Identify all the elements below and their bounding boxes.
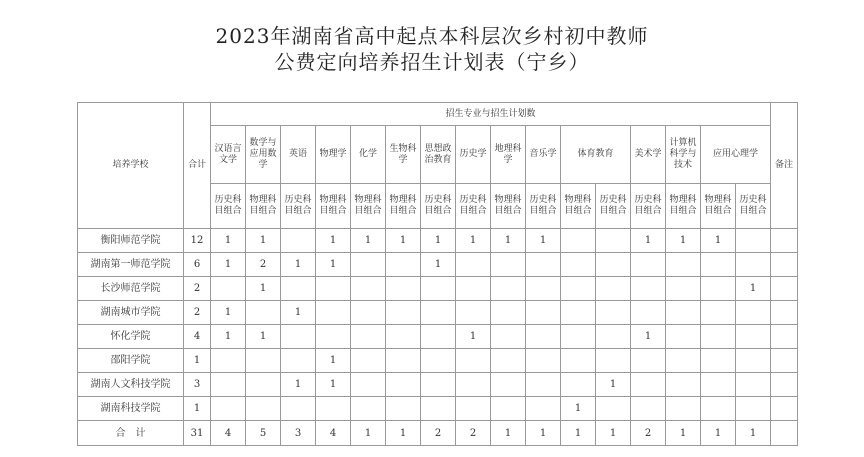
plan-count-cell	[666, 301, 701, 325]
plan-count-cell	[736, 253, 771, 277]
plan-count-cell	[386, 301, 421, 325]
school-name: 湖南科技学院	[78, 397, 184, 421]
school-name: 怀化学院	[78, 325, 184, 349]
table-body	[78, 229, 798, 446]
plan-count-cell: 1	[281, 373, 316, 397]
plan-count-cell: 1	[421, 229, 456, 253]
header-major: 汉语言文学	[211, 126, 246, 184]
sum-count-cell: 4	[211, 421, 246, 446]
plan-count-cell	[596, 229, 631, 253]
header-major: 生物科学	[386, 126, 421, 184]
plan-count-cell	[526, 397, 561, 421]
plan-count-cell	[736, 373, 771, 397]
plan-count-cell	[456, 301, 491, 325]
plan-count-cell: 1	[456, 229, 491, 253]
header-major: 历史学	[456, 126, 491, 184]
plan-count-cell: 1	[596, 373, 631, 397]
sum-remarks-cell	[771, 421, 798, 446]
plan-count-cell: 1	[211, 253, 246, 277]
header-combo: 历史科目组合	[211, 184, 246, 229]
table-row	[78, 325, 798, 349]
remarks-cell	[771, 229, 798, 253]
plan-count-cell	[421, 277, 456, 301]
sum-count-cell: 2	[631, 421, 666, 446]
plan-count-cell: 1	[281, 301, 316, 325]
remarks-cell	[771, 349, 798, 373]
plan-count-cell	[736, 229, 771, 253]
header-major: 数学与应用数学	[246, 126, 281, 184]
plan-count-cell: 1	[281, 253, 316, 277]
row-total: 4	[184, 325, 211, 349]
plan-count-cell	[526, 301, 561, 325]
plan-count-cell	[561, 253, 596, 277]
header-total: 合计	[184, 103, 211, 229]
plan-count-cell	[456, 253, 491, 277]
header-combo: 物理科目组合	[386, 184, 421, 229]
header-combo: 物理科目组合	[491, 184, 526, 229]
plan-count-cell	[491, 277, 526, 301]
header-combo: 物理科目组合	[701, 184, 736, 229]
plan-count-cell	[351, 301, 386, 325]
plan-count-cell	[491, 397, 526, 421]
plan-count-cell	[701, 397, 736, 421]
school-name: 长沙师范学院	[78, 277, 184, 301]
plan-count-cell: 1	[421, 253, 456, 277]
table-row	[78, 373, 798, 397]
plan-count-cell	[736, 349, 771, 373]
plan-count-cell	[666, 253, 701, 277]
sum-count-cell: 5	[246, 421, 281, 446]
plan-count-cell	[736, 397, 771, 421]
header-combo: 物理科目组合	[351, 184, 386, 229]
plan-count-cell	[491, 373, 526, 397]
header-major: 美术学	[631, 126, 666, 184]
plan-count-cell	[246, 349, 281, 373]
school-name: 邵阳学院	[78, 349, 184, 373]
sum-total: 31	[184, 421, 211, 446]
plan-count-cell	[421, 325, 456, 349]
plan-count-cell: 1	[456, 325, 491, 349]
header-major: 思想政治教育	[421, 126, 456, 184]
sum-count-cell: 1	[736, 421, 771, 446]
sum-count-cell: 1	[386, 421, 421, 446]
plan-count-cell: 1	[701, 229, 736, 253]
table-row	[78, 301, 798, 325]
plan-count-cell	[351, 397, 386, 421]
plan-count-cell	[561, 301, 596, 325]
plan-count-cell	[491, 325, 526, 349]
plan-count-cell	[246, 397, 281, 421]
plan-count-cell	[351, 349, 386, 373]
plan-count-cell	[666, 349, 701, 373]
row-total: 1	[184, 349, 211, 373]
plan-count-cell: 1	[246, 277, 281, 301]
plan-count-cell	[456, 373, 491, 397]
plan-count-cell	[246, 373, 281, 397]
plan-count-cell	[211, 277, 246, 301]
plan-count-cell	[561, 349, 596, 373]
plan-count-cell	[211, 349, 246, 373]
plan-count-cell	[281, 277, 316, 301]
header-combo: 历史科目组合	[596, 184, 631, 229]
plan-count-cell	[631, 253, 666, 277]
sum-count-cell: 4	[316, 421, 351, 446]
row-total: 12	[184, 229, 211, 253]
remarks-cell	[771, 325, 798, 349]
plan-count-cell	[631, 277, 666, 301]
plan-count-cell	[246, 301, 281, 325]
plan-count-cell	[701, 277, 736, 301]
header-major: 物理学	[316, 126, 351, 184]
plan-count-cell	[596, 397, 631, 421]
plan-count-cell	[316, 301, 351, 325]
plan-count-cell	[596, 253, 631, 277]
plan-count-cell	[281, 349, 316, 373]
plan-count-cell	[386, 277, 421, 301]
plan-count-cell: 1	[316, 349, 351, 373]
plan-count-cell	[526, 253, 561, 277]
plan-count-cell: 1	[736, 277, 771, 301]
plan-count-cell	[701, 325, 736, 349]
plan-count-cell	[456, 277, 491, 301]
header-combo: 历史科目组合	[736, 184, 771, 229]
plan-count-cell	[456, 397, 491, 421]
plan-count-cell	[526, 277, 561, 301]
plan-count-cell	[666, 373, 701, 397]
plan-count-cell	[351, 277, 386, 301]
header-combo: 历史科目组合	[631, 184, 666, 229]
header-major: 计算机科学与技术	[666, 126, 701, 184]
remarks-cell	[771, 397, 798, 421]
plan-count-cell	[631, 397, 666, 421]
plan-count-cell	[351, 253, 386, 277]
header-combo: 物理科目组合	[316, 184, 351, 229]
plan-count-cell	[281, 325, 316, 349]
table-row	[78, 277, 798, 301]
header-combo: 物理科目组合	[666, 184, 701, 229]
header-major: 地理科学	[491, 126, 526, 184]
plan-count-cell	[596, 277, 631, 301]
plan-count-cell	[561, 277, 596, 301]
sum-count-cell: 1	[701, 421, 736, 446]
plan-count-cell: 1	[351, 229, 386, 253]
plan-count-cell	[421, 349, 456, 373]
row-total: 2	[184, 301, 211, 325]
sum-label: 合 计	[78, 421, 184, 446]
plan-count-cell	[281, 229, 316, 253]
header-major: 体育教育	[561, 126, 631, 184]
plan-count-cell	[456, 349, 491, 373]
plan-count-cell	[736, 301, 771, 325]
sum-count-cell: 1	[666, 421, 701, 446]
header-combo: 物理科目组合	[246, 184, 281, 229]
plan-count-cell	[421, 397, 456, 421]
plan-count-cell: 1	[561, 397, 596, 421]
plan-count-cell: 1	[246, 229, 281, 253]
plan-count-cell	[316, 325, 351, 349]
plan-count-cell	[666, 325, 701, 349]
plan-count-cell	[351, 373, 386, 397]
plan-count-cell	[526, 373, 561, 397]
plan-count-cell	[701, 301, 736, 325]
plan-count-cell: 1	[631, 325, 666, 349]
plan-count-cell: 1	[211, 301, 246, 325]
header-combo: 历史科目组合	[456, 184, 491, 229]
plan-count-cell	[596, 301, 631, 325]
header-combo: 历史科目组合	[421, 184, 456, 229]
plan-count-cell	[491, 349, 526, 373]
plan-count-cell	[631, 349, 666, 373]
sum-count-cell: 1	[561, 421, 596, 446]
plan-count-cell: 1	[316, 253, 351, 277]
plan-count-cell: 2	[246, 253, 281, 277]
header-combo: 物理科目组合	[561, 184, 596, 229]
school-name: 湖南城市学院	[78, 301, 184, 325]
sum-count-cell: 1	[526, 421, 561, 446]
plan-count-cell	[386, 253, 421, 277]
plan-count-cell	[491, 253, 526, 277]
plan-count-cell: 1	[666, 229, 701, 253]
plan-count-cell	[666, 397, 701, 421]
plan-count-cell	[351, 325, 386, 349]
plan-count-cell	[701, 253, 736, 277]
plan-count-cell	[596, 349, 631, 373]
school-name: 衡阳师范学院	[78, 229, 184, 253]
table-row	[78, 397, 798, 421]
sum-count-cell: 1	[351, 421, 386, 446]
header-major: 应用心理学	[701, 126, 771, 184]
plan-count-cell	[211, 397, 246, 421]
plan-count-cell	[316, 277, 351, 301]
school-name: 湖南第一师范学院	[78, 253, 184, 277]
plan-count-cell	[526, 349, 561, 373]
plan-count-cell	[596, 325, 631, 349]
sum-count-cell: 1	[491, 421, 526, 446]
enrollment-plan-table	[77, 102, 798, 446]
header-combo: 历史科目组合	[281, 184, 316, 229]
plan-count-cell	[316, 397, 351, 421]
table-row	[78, 229, 798, 253]
plan-count-cell	[211, 373, 246, 397]
plan-count-cell	[281, 397, 316, 421]
header-major: 英语	[281, 126, 316, 184]
plan-count-cell	[736, 325, 771, 349]
plan-count-cell: 1	[526, 229, 561, 253]
plan-count-cell	[386, 349, 421, 373]
row-total: 2	[184, 277, 211, 301]
table-row	[78, 253, 798, 277]
plan-count-cell	[386, 325, 421, 349]
header-school: 培养学校	[78, 103, 184, 229]
header-combo: 历史科目组合	[526, 184, 561, 229]
plan-count-cell	[386, 373, 421, 397]
plan-count-cell: 1	[491, 229, 526, 253]
header-major: 化学	[351, 126, 386, 184]
plan-count-cell: 1	[631, 229, 666, 253]
plan-count-cell: 1	[246, 325, 281, 349]
remarks-cell	[771, 253, 798, 277]
page-subtitle: 公费定向培养招生计划表（宁乡）	[274, 50, 590, 74]
table-row	[78, 349, 798, 373]
sum-count-cell: 2	[421, 421, 456, 446]
header-remarks: 备注	[771, 103, 798, 229]
plan-count-cell: 1	[316, 229, 351, 253]
header-major: 音乐学	[526, 126, 561, 184]
remarks-cell	[771, 373, 798, 397]
plan-count-cell	[631, 301, 666, 325]
row-total: 1	[184, 397, 211, 421]
plan-count-cell	[631, 373, 666, 397]
plan-count-cell	[561, 325, 596, 349]
remarks-cell	[771, 277, 798, 301]
sum-count-cell: 2	[456, 421, 491, 446]
page-title: 2023年湖南省高中起点本科层次乡村初中教师	[215, 24, 649, 48]
plan-count-cell	[421, 301, 456, 325]
plan-count-cell	[421, 373, 456, 397]
plan-count-cell: 1	[316, 373, 351, 397]
plan-count-cell	[386, 397, 421, 421]
row-total: 3	[184, 373, 211, 397]
plan-count-cell	[666, 277, 701, 301]
plan-count-cell: 1	[211, 325, 246, 349]
sum-count-cell: 1	[596, 421, 631, 446]
plan-count-cell	[491, 301, 526, 325]
plan-count-cell: 1	[211, 229, 246, 253]
school-name: 湖南人文科技学院	[78, 373, 184, 397]
plan-count-cell	[701, 373, 736, 397]
plan-count-cell	[701, 349, 736, 373]
sum-count-cell: 3	[281, 421, 316, 446]
plan-count-cell	[561, 373, 596, 397]
remarks-cell	[771, 301, 798, 325]
sum-row	[78, 421, 798, 446]
header-plan-group: 招生专业与招生计划数	[211, 103, 771, 126]
plan-count-cell: 1	[386, 229, 421, 253]
row-total: 6	[184, 253, 211, 277]
plan-count-cell	[526, 325, 561, 349]
plan-count-cell	[561, 229, 596, 253]
